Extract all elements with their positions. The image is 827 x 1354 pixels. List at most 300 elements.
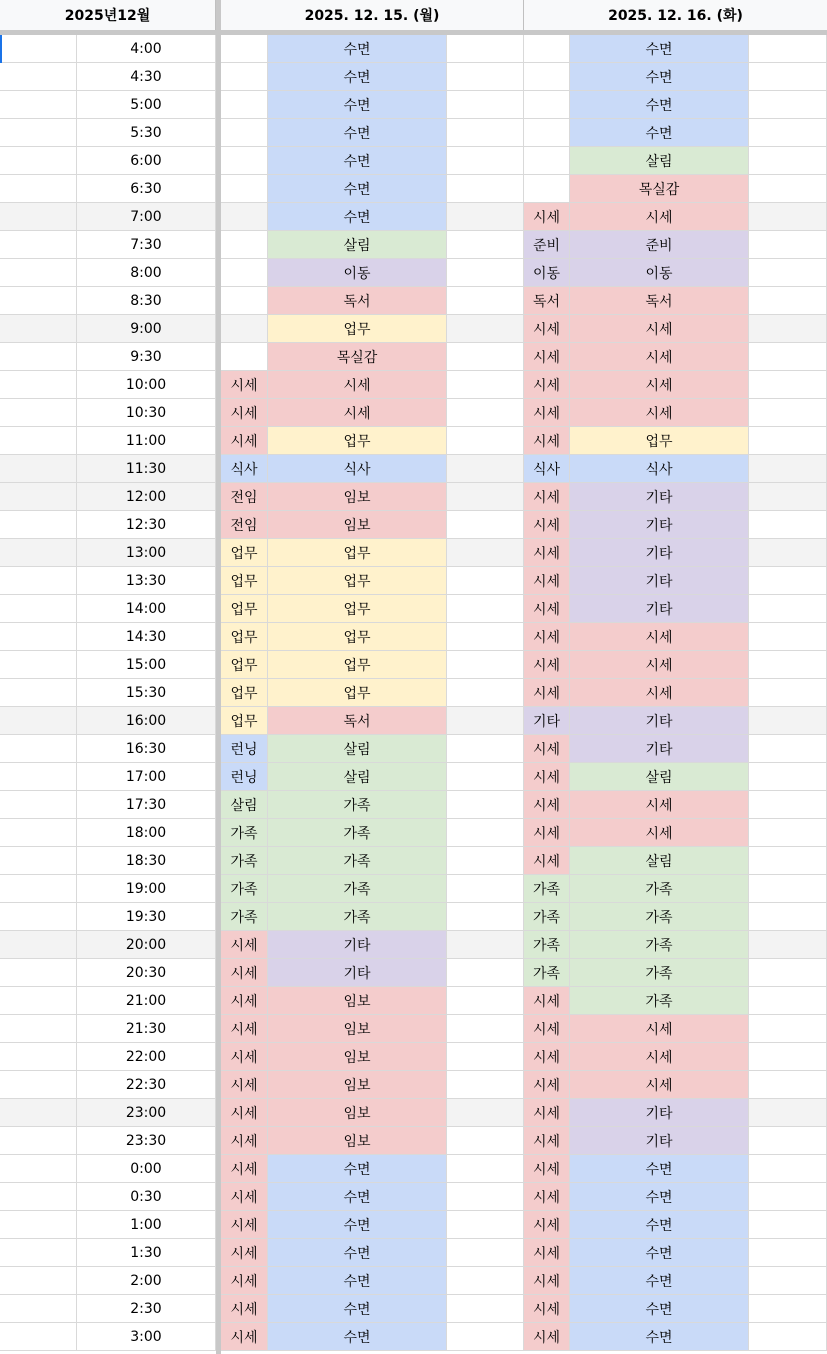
mon-short-cell[interactable]: 시세 xyxy=(221,959,268,987)
time-cell[interactable]: 17:30 xyxy=(77,791,216,819)
time-cell[interactable]: 22:30 xyxy=(77,1071,216,1099)
mon-short-cell[interactable] xyxy=(221,147,268,175)
mon-empty-cell[interactable] xyxy=(447,287,524,315)
mon-empty-cell[interactable] xyxy=(447,119,524,147)
mon-empty-cell[interactable] xyxy=(447,819,524,847)
spacer-cell[interactable] xyxy=(0,455,77,483)
mon-activity-cell[interactable]: 가족 xyxy=(268,875,447,903)
mon-empty-cell[interactable] xyxy=(447,875,524,903)
mon-activity-cell[interactable]: 독서 xyxy=(268,287,447,315)
tue-short-cell[interactable]: 기타 xyxy=(524,707,570,735)
tue-empty-cell[interactable] xyxy=(749,1099,827,1127)
time-cell[interactable]: 5:30 xyxy=(77,119,216,147)
tue-activity-cell[interactable]: 기타 xyxy=(570,539,749,567)
spacer-cell[interactable] xyxy=(0,1267,77,1295)
tue-empty-cell[interactable] xyxy=(749,1043,827,1071)
tue-activity-cell[interactable]: 준비 xyxy=(570,231,749,259)
spacer-cell[interactable] xyxy=(0,1127,77,1155)
spacer-cell[interactable] xyxy=(0,735,77,763)
time-cell[interactable]: 4:00 xyxy=(77,35,216,63)
mon-short-cell[interactable]: 업무 xyxy=(221,651,268,679)
tue-empty-cell[interactable] xyxy=(749,791,827,819)
tue-empty-cell[interactable] xyxy=(749,1239,827,1267)
time-cell[interactable]: 20:30 xyxy=(77,959,216,987)
tue-activity-cell[interactable]: 시세 xyxy=(570,651,749,679)
mon-empty-cell[interactable] xyxy=(447,1239,524,1267)
mon-short-cell[interactable]: 업무 xyxy=(221,567,268,595)
mon-short-cell[interactable]: 시세 xyxy=(221,1183,268,1211)
tue-activity-cell[interactable]: 기타 xyxy=(570,707,749,735)
tue-activity-cell[interactable]: 업무 xyxy=(570,427,749,455)
spacer-cell[interactable] xyxy=(0,847,77,875)
tue-activity-cell[interactable]: 기타 xyxy=(570,1099,749,1127)
tue-short-cell[interactable]: 시세 xyxy=(524,1043,570,1071)
tue-short-cell[interactable]: 시세 xyxy=(524,1127,570,1155)
mon-short-cell[interactable] xyxy=(221,119,268,147)
tue-activity-cell[interactable]: 수면 xyxy=(570,35,749,63)
time-cell[interactable]: 5:00 xyxy=(77,91,216,119)
mon-short-cell[interactable]: 업무 xyxy=(221,679,268,707)
mon-short-cell[interactable]: 시세 xyxy=(221,399,268,427)
tue-short-cell[interactable]: 시세 xyxy=(524,1015,570,1043)
spacer-cell[interactable] xyxy=(0,623,77,651)
mon-short-cell[interactable] xyxy=(221,63,268,91)
tue-empty-cell[interactable] xyxy=(749,539,827,567)
spacer-cell[interactable] xyxy=(0,1099,77,1127)
mon-short-cell[interactable]: 가족 xyxy=(221,875,268,903)
tue-short-cell[interactable] xyxy=(524,63,570,91)
tue-short-cell[interactable]: 이동 xyxy=(524,259,570,287)
mon-empty-cell[interactable] xyxy=(447,1183,524,1211)
tue-short-cell[interactable]: 시세 xyxy=(524,595,570,623)
spacer-cell[interactable] xyxy=(0,1015,77,1043)
tue-empty-cell[interactable] xyxy=(749,735,827,763)
tue-activity-cell[interactable]: 독서 xyxy=(570,287,749,315)
spacer-cell[interactable] xyxy=(0,35,77,63)
tue-empty-cell[interactable] xyxy=(749,287,827,315)
mon-activity-cell[interactable]: 임보 xyxy=(268,1043,447,1071)
mon-empty-cell[interactable] xyxy=(447,511,524,539)
mon-activity-cell[interactable]: 살림 xyxy=(268,735,447,763)
mon-activity-cell[interactable]: 수면 xyxy=(268,35,447,63)
tue-activity-cell[interactable]: 기타 xyxy=(570,1127,749,1155)
day-header-tue[interactable]: 2025. 12. 16. (화) xyxy=(524,0,827,30)
time-cell[interactable]: 11:00 xyxy=(77,427,216,455)
tue-activity-cell[interactable]: 시세 xyxy=(570,1071,749,1099)
mon-activity-cell[interactable]: 수면 xyxy=(268,63,447,91)
tue-activity-cell[interactable]: 기타 xyxy=(570,595,749,623)
tue-empty-cell[interactable] xyxy=(749,147,827,175)
tue-short-cell[interactable]: 시세 xyxy=(524,1211,570,1239)
mon-empty-cell[interactable] xyxy=(447,763,524,791)
tue-empty-cell[interactable] xyxy=(749,987,827,1015)
time-cell[interactable]: 19:00 xyxy=(77,875,216,903)
tue-short-cell[interactable]: 준비 xyxy=(524,231,570,259)
tue-short-cell[interactable]: 시세 xyxy=(524,987,570,1015)
mon-short-cell[interactable]: 식사 xyxy=(221,455,268,483)
tue-empty-cell[interactable] xyxy=(749,567,827,595)
mon-activity-cell[interactable]: 임보 xyxy=(268,511,447,539)
tue-short-cell[interactable]: 시세 xyxy=(524,1323,570,1351)
mon-empty-cell[interactable] xyxy=(447,175,524,203)
mon-empty-cell[interactable] xyxy=(447,595,524,623)
tue-empty-cell[interactable] xyxy=(749,91,827,119)
mon-activity-cell[interactable]: 수면 xyxy=(268,1211,447,1239)
time-cell[interactable]: 22:00 xyxy=(77,1043,216,1071)
mon-short-cell[interactable]: 시세 xyxy=(221,1323,268,1351)
spacer-cell[interactable] xyxy=(0,343,77,371)
tue-activity-cell[interactable]: 기타 xyxy=(570,483,749,511)
mon-activity-cell[interactable]: 수면 xyxy=(268,147,447,175)
spacer-cell[interactable] xyxy=(0,259,77,287)
tue-short-cell[interactable]: 식사 xyxy=(524,455,570,483)
tue-activity-cell[interactable]: 살림 xyxy=(570,147,749,175)
mon-activity-cell[interactable]: 독서 xyxy=(268,707,447,735)
spacer-cell[interactable] xyxy=(0,1183,77,1211)
tue-short-cell[interactable] xyxy=(524,119,570,147)
spacer-cell[interactable] xyxy=(0,1211,77,1239)
spacer-cell[interactable] xyxy=(0,427,77,455)
time-cell[interactable]: 10:30 xyxy=(77,399,216,427)
tue-short-cell[interactable] xyxy=(524,175,570,203)
spacer-cell[interactable] xyxy=(0,511,77,539)
mon-short-cell[interactable]: 시세 xyxy=(221,1015,268,1043)
mon-short-cell[interactable]: 시세 xyxy=(221,1099,268,1127)
tue-empty-cell[interactable] xyxy=(749,1071,827,1099)
tue-empty-cell[interactable] xyxy=(749,819,827,847)
time-cell[interactable]: 2:00 xyxy=(77,1267,216,1295)
spacer-cell[interactable] xyxy=(0,1043,77,1071)
time-cell[interactable]: 14:00 xyxy=(77,595,216,623)
mon-activity-cell[interactable]: 임보 xyxy=(268,1071,447,1099)
tue-empty-cell[interactable] xyxy=(749,427,827,455)
tue-empty-cell[interactable] xyxy=(749,1211,827,1239)
tue-empty-cell[interactable] xyxy=(749,1295,827,1323)
tue-activity-cell[interactable]: 기타 xyxy=(570,735,749,763)
mon-empty-cell[interactable] xyxy=(447,735,524,763)
time-cell[interactable]: 21:30 xyxy=(77,1015,216,1043)
mon-activity-cell[interactable]: 가족 xyxy=(268,847,447,875)
mon-activity-cell[interactable]: 수면 xyxy=(268,203,447,231)
time-cell[interactable]: 12:00 xyxy=(77,483,216,511)
time-cell[interactable]: 1:30 xyxy=(77,1239,216,1267)
mon-activity-cell[interactable]: 수면 xyxy=(268,119,447,147)
mon-activity-cell[interactable]: 시세 xyxy=(268,399,447,427)
mon-empty-cell[interactable] xyxy=(447,679,524,707)
spacer-cell[interactable] xyxy=(0,371,77,399)
mon-activity-cell[interactable]: 기타 xyxy=(268,959,447,987)
mon-empty-cell[interactable] xyxy=(447,1323,524,1351)
mon-empty-cell[interactable] xyxy=(447,1211,524,1239)
spacer-cell[interactable] xyxy=(0,567,77,595)
spacer-cell[interactable] xyxy=(0,595,77,623)
time-cell[interactable]: 6:30 xyxy=(77,175,216,203)
mon-short-cell[interactable]: 시세 xyxy=(221,1127,268,1155)
time-cell[interactable]: 13:00 xyxy=(77,539,216,567)
tue-short-cell[interactable]: 시세 xyxy=(524,1295,570,1323)
tue-empty-cell[interactable] xyxy=(749,1323,827,1351)
mon-empty-cell[interactable] xyxy=(447,847,524,875)
tue-empty-cell[interactable] xyxy=(749,1015,827,1043)
tue-empty-cell[interactable] xyxy=(749,1127,827,1155)
tue-activity-cell[interactable]: 시세 xyxy=(570,819,749,847)
tue-empty-cell[interactable] xyxy=(749,847,827,875)
time-cell[interactable]: 0:00 xyxy=(77,1155,216,1183)
tue-activity-cell[interactable]: 시세 xyxy=(570,1015,749,1043)
mon-short-cell[interactable]: 전임 xyxy=(221,511,268,539)
mon-activity-cell[interactable]: 업무 xyxy=(268,427,447,455)
mon-activity-cell[interactable]: 임보 xyxy=(268,987,447,1015)
mon-empty-cell[interactable] xyxy=(447,91,524,119)
mon-empty-cell[interactable] xyxy=(447,259,524,287)
mon-activity-cell[interactable]: 시세 xyxy=(268,371,447,399)
spacer-cell[interactable] xyxy=(0,231,77,259)
mon-short-cell[interactable]: 런닝 xyxy=(221,763,268,791)
mon-activity-cell[interactable]: 임보 xyxy=(268,483,447,511)
tue-short-cell[interactable]: 가족 xyxy=(524,875,570,903)
mon-short-cell[interactable]: 업무 xyxy=(221,595,268,623)
tue-empty-cell[interactable] xyxy=(749,231,827,259)
tue-short-cell[interactable]: 시세 xyxy=(524,1099,570,1127)
spacer-cell[interactable] xyxy=(0,1239,77,1267)
spacer-cell[interactable] xyxy=(0,539,77,567)
mon-short-cell[interactable]: 시세 xyxy=(221,427,268,455)
tue-activity-cell[interactable]: 살림 xyxy=(570,763,749,791)
mon-empty-cell[interactable] xyxy=(447,567,524,595)
tue-short-cell[interactable]: 가족 xyxy=(524,903,570,931)
tue-activity-cell[interactable]: 가족 xyxy=(570,987,749,1015)
mon-short-cell[interactable] xyxy=(221,175,268,203)
mon-empty-cell[interactable] xyxy=(447,987,524,1015)
mon-activity-cell[interactable]: 수면 xyxy=(268,1295,447,1323)
day-header-mon[interactable]: 2025. 12. 15. (월) xyxy=(221,0,524,30)
mon-empty-cell[interactable] xyxy=(447,427,524,455)
mon-activity-cell[interactable]: 임보 xyxy=(268,1127,447,1155)
mon-short-cell[interactable]: 살림 xyxy=(221,791,268,819)
mon-activity-cell[interactable]: 업무 xyxy=(268,539,447,567)
tue-short-cell[interactable]: 시세 xyxy=(524,791,570,819)
tue-activity-cell[interactable]: 수면 xyxy=(570,1323,749,1351)
tue-empty-cell[interactable] xyxy=(749,455,827,483)
tue-activity-cell[interactable]: 시세 xyxy=(570,315,749,343)
tue-short-cell[interactable]: 시세 xyxy=(524,567,570,595)
mon-empty-cell[interactable] xyxy=(447,791,524,819)
tue-empty-cell[interactable] xyxy=(749,511,827,539)
mon-empty-cell[interactable] xyxy=(447,959,524,987)
tue-activity-cell[interactable]: 이동 xyxy=(570,259,749,287)
tue-short-cell[interactable] xyxy=(524,91,570,119)
tue-activity-cell[interactable]: 시세 xyxy=(570,1043,749,1071)
mon-empty-cell[interactable] xyxy=(447,931,524,959)
mon-empty-cell[interactable] xyxy=(447,63,524,91)
spacer-cell[interactable] xyxy=(0,175,77,203)
time-cell[interactable]: 13:30 xyxy=(77,567,216,595)
time-cell[interactable]: 8:30 xyxy=(77,287,216,315)
tue-activity-cell[interactable]: 시세 xyxy=(570,371,749,399)
tue-empty-cell[interactable] xyxy=(749,203,827,231)
spacer-cell[interactable] xyxy=(0,987,77,1015)
tue-activity-cell[interactable]: 수면 xyxy=(570,119,749,147)
mon-activity-cell[interactable]: 수면 xyxy=(268,1239,447,1267)
spacer-cell[interactable] xyxy=(0,147,77,175)
tue-empty-cell[interactable] xyxy=(749,343,827,371)
mon-short-cell[interactable]: 가족 xyxy=(221,819,268,847)
tue-empty-cell[interactable] xyxy=(749,623,827,651)
tue-activity-cell[interactable]: 식사 xyxy=(570,455,749,483)
mon-short-cell[interactable]: 시세 xyxy=(221,1043,268,1071)
mon-short-cell[interactable] xyxy=(221,203,268,231)
tue-activity-cell[interactable]: 수면 xyxy=(570,1183,749,1211)
tue-short-cell[interactable]: 시세 xyxy=(524,847,570,875)
time-cell[interactable]: 15:30 xyxy=(77,679,216,707)
tue-short-cell[interactable]: 시세 xyxy=(524,427,570,455)
time-cell[interactable]: 10:00 xyxy=(77,371,216,399)
mon-empty-cell[interactable] xyxy=(447,1267,524,1295)
tue-empty-cell[interactable] xyxy=(749,875,827,903)
time-cell[interactable]: 23:30 xyxy=(77,1127,216,1155)
tue-activity-cell[interactable]: 가족 xyxy=(570,903,749,931)
tue-empty-cell[interactable] xyxy=(749,651,827,679)
tue-short-cell[interactable]: 시세 xyxy=(524,371,570,399)
mon-empty-cell[interactable] xyxy=(447,1127,524,1155)
tue-short-cell[interactable]: 시세 xyxy=(524,819,570,847)
time-cell[interactable]: 6:00 xyxy=(77,147,216,175)
spacer-cell[interactable] xyxy=(0,63,77,91)
mon-empty-cell[interactable] xyxy=(447,1155,524,1183)
time-cell[interactable]: 18:00 xyxy=(77,819,216,847)
mon-empty-cell[interactable] xyxy=(447,203,524,231)
mon-short-cell[interactable]: 업무 xyxy=(221,707,268,735)
tue-short-cell[interactable] xyxy=(524,147,570,175)
tue-activity-cell[interactable]: 살림 xyxy=(570,847,749,875)
tue-short-cell[interactable]: 시세 xyxy=(524,511,570,539)
mon-short-cell[interactable]: 시세 xyxy=(221,987,268,1015)
month-header[interactable]: 2025년12월 xyxy=(0,0,216,30)
time-cell[interactable]: 8:00 xyxy=(77,259,216,287)
tue-short-cell[interactable]: 가족 xyxy=(524,959,570,987)
tue-activity-cell[interactable]: 수면 xyxy=(570,1295,749,1323)
tue-short-cell[interactable]: 가족 xyxy=(524,931,570,959)
mon-short-cell[interactable]: 가족 xyxy=(221,847,268,875)
mon-short-cell[interactable]: 업무 xyxy=(221,539,268,567)
tue-activity-cell[interactable]: 가족 xyxy=(570,959,749,987)
spacer-cell[interactable] xyxy=(0,875,77,903)
tue-short-cell[interactable]: 시세 xyxy=(524,1155,570,1183)
mon-short-cell[interactable] xyxy=(221,35,268,63)
tue-empty-cell[interactable] xyxy=(749,259,827,287)
spacer-cell[interactable] xyxy=(0,287,77,315)
tue-empty-cell[interactable] xyxy=(749,959,827,987)
tue-empty-cell[interactable] xyxy=(749,707,827,735)
tue-activity-cell[interactable]: 시세 xyxy=(570,623,749,651)
spacer-cell[interactable] xyxy=(0,763,77,791)
spacer-cell[interactable] xyxy=(0,1071,77,1099)
tue-short-cell[interactable]: 시세 xyxy=(524,483,570,511)
tue-short-cell[interactable]: 시세 xyxy=(524,623,570,651)
spacer-cell[interactable] xyxy=(0,483,77,511)
tue-activity-cell[interactable]: 수면 xyxy=(570,1211,749,1239)
tue-short-cell[interactable]: 시세 xyxy=(524,735,570,763)
tue-activity-cell[interactable]: 시세 xyxy=(570,791,749,819)
spacer-cell[interactable] xyxy=(0,931,77,959)
tue-short-cell[interactable]: 시세 xyxy=(524,203,570,231)
mon-empty-cell[interactable] xyxy=(447,623,524,651)
tue-short-cell[interactable] xyxy=(524,35,570,63)
tue-activity-cell[interactable]: 수면 xyxy=(570,1267,749,1295)
spacer-cell[interactable] xyxy=(0,1295,77,1323)
tue-short-cell[interactable]: 시세 xyxy=(524,539,570,567)
tue-short-cell[interactable]: 시세 xyxy=(524,679,570,707)
spacer-cell[interactable] xyxy=(0,903,77,931)
mon-activity-cell[interactable]: 수면 xyxy=(268,175,447,203)
tue-activity-cell[interactable]: 수면 xyxy=(570,1239,749,1267)
tue-empty-cell[interactable] xyxy=(749,1155,827,1183)
tue-activity-cell[interactable]: 수면 xyxy=(570,63,749,91)
spacer-cell[interactable] xyxy=(0,651,77,679)
spacer-cell[interactable] xyxy=(0,399,77,427)
tue-short-cell[interactable]: 시세 xyxy=(524,1267,570,1295)
tue-short-cell[interactable]: 독서 xyxy=(524,287,570,315)
tue-empty-cell[interactable] xyxy=(749,1183,827,1211)
tue-empty-cell[interactable] xyxy=(749,595,827,623)
mon-short-cell[interactable]: 시세 xyxy=(221,1155,268,1183)
spacer-cell[interactable] xyxy=(0,315,77,343)
time-cell[interactable]: 18:30 xyxy=(77,847,216,875)
mon-activity-cell[interactable]: 수면 xyxy=(268,1183,447,1211)
tue-activity-cell[interactable]: 가족 xyxy=(570,875,749,903)
tue-short-cell[interactable]: 시세 xyxy=(524,315,570,343)
tue-empty-cell[interactable] xyxy=(749,119,827,147)
tue-empty-cell[interactable] xyxy=(749,175,827,203)
time-cell[interactable]: 7:30 xyxy=(77,231,216,259)
time-cell[interactable]: 4:30 xyxy=(77,63,216,91)
tue-empty-cell[interactable] xyxy=(749,371,827,399)
tue-empty-cell[interactable] xyxy=(749,315,827,343)
time-cell[interactable]: 2:30 xyxy=(77,1295,216,1323)
mon-short-cell[interactable]: 시세 xyxy=(221,931,268,959)
tue-short-cell[interactable]: 시세 xyxy=(524,763,570,791)
spacer-cell[interactable] xyxy=(0,819,77,847)
spacer-cell[interactable] xyxy=(0,1155,77,1183)
mon-empty-cell[interactable] xyxy=(447,483,524,511)
time-cell[interactable]: 9:00 xyxy=(77,315,216,343)
spacer-cell[interactable] xyxy=(0,959,77,987)
tue-empty-cell[interactable] xyxy=(749,399,827,427)
tue-short-cell[interactable]: 시세 xyxy=(524,343,570,371)
mon-empty-cell[interactable] xyxy=(447,707,524,735)
time-cell[interactable]: 3:00 xyxy=(77,1323,216,1351)
mon-short-cell[interactable]: 런닝 xyxy=(221,735,268,763)
mon-short-cell[interactable] xyxy=(221,91,268,119)
tue-empty-cell[interactable] xyxy=(749,63,827,91)
time-cell[interactable]: 7:00 xyxy=(77,203,216,231)
spacer-cell[interactable] xyxy=(0,679,77,707)
tue-empty-cell[interactable] xyxy=(749,483,827,511)
mon-short-cell[interactable]: 업무 xyxy=(221,623,268,651)
tue-activity-cell[interactable]: 수면 xyxy=(570,1155,749,1183)
time-cell[interactable]: 20:00 xyxy=(77,931,216,959)
mon-short-cell[interactable] xyxy=(221,259,268,287)
spacer-cell[interactable] xyxy=(0,203,77,231)
time-cell[interactable]: 16:00 xyxy=(77,707,216,735)
mon-activity-cell[interactable]: 가족 xyxy=(268,903,447,931)
mon-empty-cell[interactable] xyxy=(447,315,524,343)
mon-activity-cell[interactable]: 임보 xyxy=(268,1099,447,1127)
mon-empty-cell[interactable] xyxy=(447,455,524,483)
time-cell[interactable]: 19:30 xyxy=(77,903,216,931)
spacer-cell[interactable] xyxy=(0,1323,77,1351)
mon-empty-cell[interactable] xyxy=(447,147,524,175)
